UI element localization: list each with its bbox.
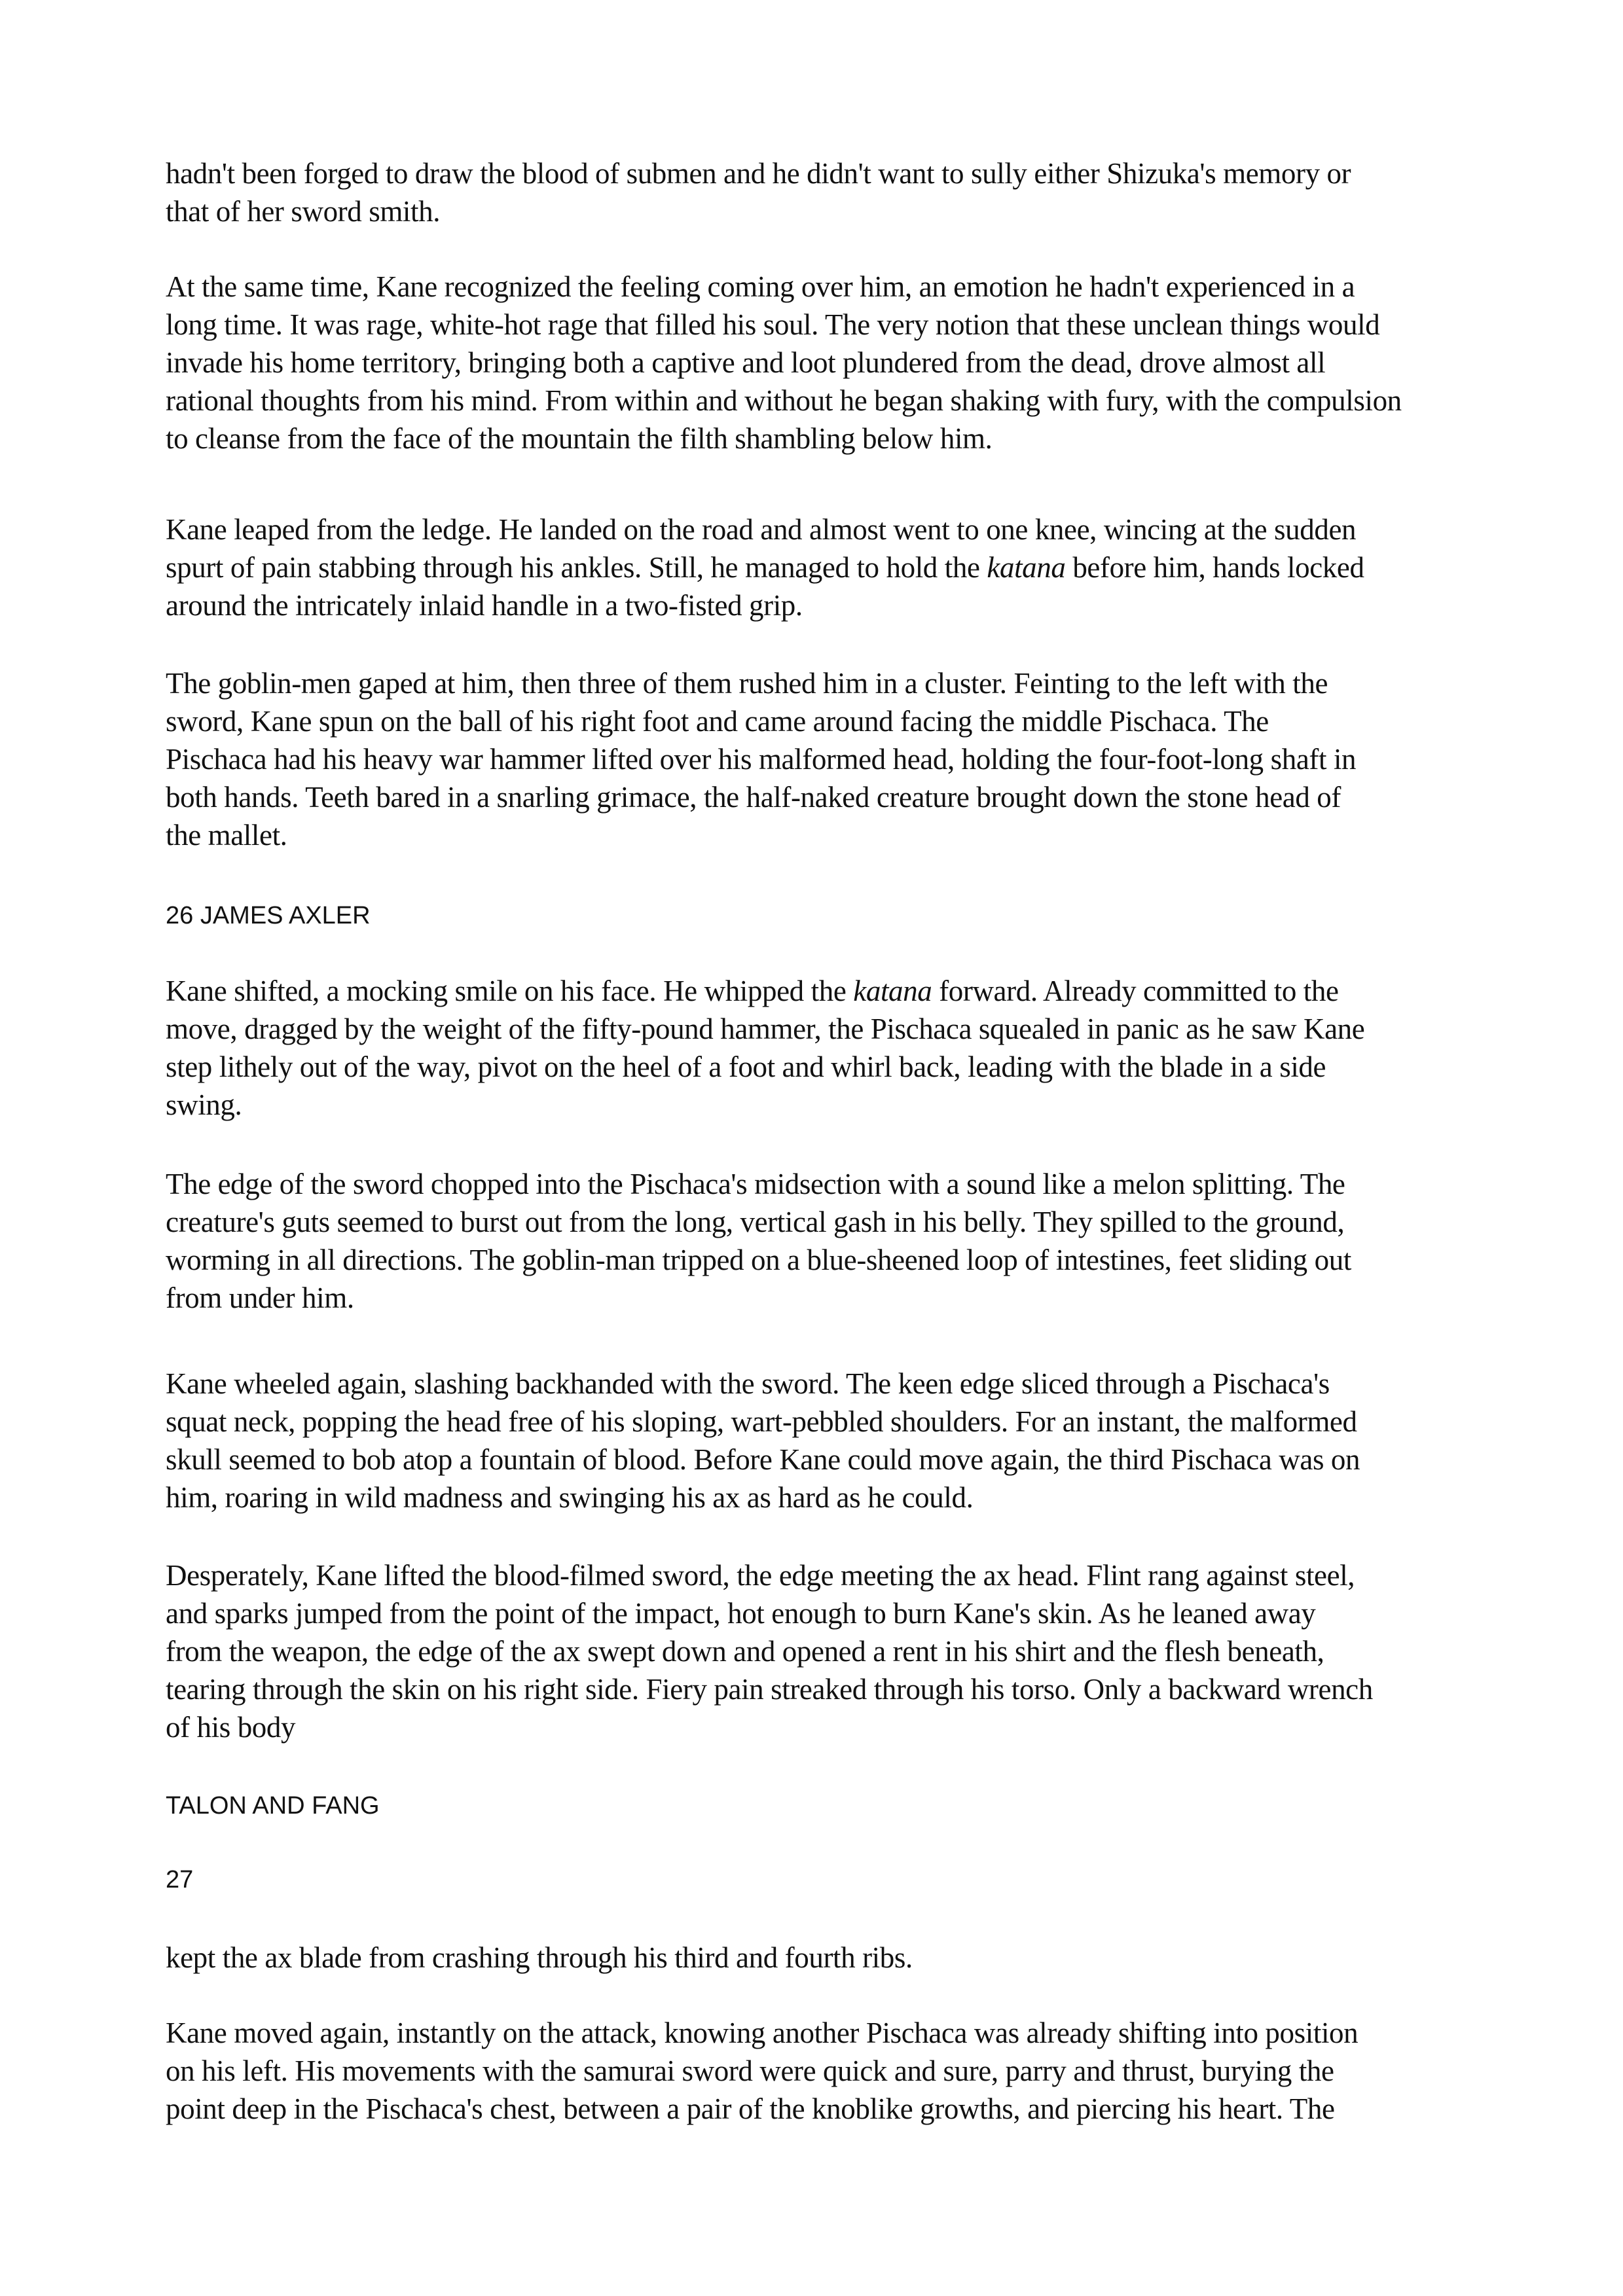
text-line bbox=[166, 2052, 1475, 2090]
paragraph bbox=[166, 664, 1475, 854]
text-run: step lithely out of the way, pivot on the heel of a foot and whirl back, leading with the blade in a side bbox=[166, 1050, 1326, 1083]
text-run: Pischaca had his heavy war hammer lifted over his malformed head, holding the four-foot-long shaft in bbox=[166, 743, 1357, 776]
emphasis-text: katana bbox=[987, 551, 1066, 584]
text-line bbox=[166, 1165, 1475, 1203]
text-line bbox=[166, 192, 1475, 230]
text-run: and sparks jumped from the point of the impact, hot enough to burn Kane's skin. As he leaned away bbox=[166, 1597, 1316, 1630]
text-run: The edge of the sword chopped into the Pischaca's midsection with a sound like a melon splitting. The bbox=[166, 1168, 1345, 1200]
text-line bbox=[166, 1241, 1475, 1279]
text-run: point deep in the Pischaca's chest, between a pair of the knoblike growths, and piercing his heart. The bbox=[166, 2092, 1335, 2125]
text-run: squat neck, popping the head free of his sloping, wart-pebbled shoulders. For an instant, the malformed bbox=[166, 1405, 1357, 1438]
text-line bbox=[166, 420, 1475, 457]
text-line bbox=[166, 1010, 1475, 1048]
text-line bbox=[166, 548, 1475, 586]
text-run: Kane wheeled again, slashing backhanded with the sword. The keen edge sliced through a Pischaca's bbox=[166, 1367, 1330, 1400]
text-line bbox=[166, 306, 1475, 344]
text-run: around the intricately inlaid handle in a two-fisted grip. bbox=[166, 589, 803, 622]
text-run: sword, Kane spun on the ball of his right foot and came around facing the middle Pischaca. The bbox=[166, 705, 1269, 738]
text-run: both hands. Teeth bared in a snarling grimace, the half-naked creature brought down the stone head of bbox=[166, 781, 1341, 814]
text-line bbox=[166, 664, 1475, 702]
text-line bbox=[166, 1441, 1475, 1479]
text-run: Kane leaped from the ledge. He landed on the road and almost went to one knee, wincing at the sudden bbox=[166, 513, 1357, 546]
paragraph bbox=[166, 268, 1475, 457]
text-run: rational thoughts from his mind. From within and without he began shaking with fury, with the compulsion bbox=[166, 384, 1402, 417]
text-line bbox=[166, 1556, 1475, 1594]
text-run: him, roaring in wild madness and swinging his ax as hard as he could. bbox=[166, 1481, 974, 1514]
text-line bbox=[166, 344, 1475, 382]
text-run: hadn't been forged to draw the blood of submen and he didn't want to sully either Shizuka's memory or bbox=[166, 157, 1351, 190]
paragraph bbox=[166, 511, 1475, 624]
text-run: kept the ax blade from crashing through his third and fourth ribs. bbox=[166, 1941, 913, 1974]
paragraph bbox=[166, 1165, 1475, 1317]
text-line bbox=[166, 1479, 1475, 1516]
text-run: that of her sword smith. bbox=[166, 195, 441, 228]
running-header: 26 JAMES AXLER bbox=[166, 902, 371, 929]
text-run: on his left. His movements with the samurai sword were quick and sure, parry and thrust, burying the bbox=[166, 2054, 1334, 2087]
text-run: to cleanse from the face of the mountain the filth shambling below him. bbox=[166, 422, 993, 455]
text-run: skull seemed to bob atop a fountain of blood. Before Kane could move again, the third Pischaca was on bbox=[166, 1443, 1360, 1476]
text-run: of his body bbox=[166, 1711, 296, 1744]
text-run: invade his home territory, bringing both a captive and loot plundered from the dead, drove almost all bbox=[166, 346, 1326, 379]
text-line bbox=[166, 1086, 1475, 1124]
text-line bbox=[166, 1708, 1475, 1746]
paragraph bbox=[166, 1939, 1475, 1977]
text-line bbox=[166, 511, 1475, 548]
text-line bbox=[166, 816, 1475, 854]
text-line bbox=[166, 702, 1475, 740]
text-run: At the same time, Kane recognized the feeling coming over him, an emotion he hadn't experienced in a bbox=[166, 270, 1355, 303]
text-run: Kane moved again, instantly on the attack, knowing another Pischaca was already shifting into position bbox=[166, 2017, 1359, 2049]
text-line bbox=[166, 586, 1475, 624]
text-line bbox=[166, 972, 1475, 1010]
paragraph bbox=[166, 972, 1475, 1124]
paragraph bbox=[166, 1556, 1475, 1746]
text-line bbox=[166, 1279, 1475, 1317]
text-line bbox=[166, 382, 1475, 420]
text-run: before him, hands locked bbox=[1065, 551, 1364, 584]
text-run: The goblin-men gaped at him, then three of them rushed him in a cluster. Feinting to the left with the bbox=[166, 667, 1328, 700]
text-run: from the weapon, the edge of the ax swept down and opened a rent in his shirt and the flesh beneath, bbox=[166, 1635, 1324, 1668]
emphasis-text: katana bbox=[853, 975, 932, 1007]
text-run: the mallet. bbox=[166, 819, 287, 852]
text-line bbox=[166, 1594, 1475, 1632]
text-line bbox=[166, 2090, 1475, 2128]
text-line bbox=[166, 154, 1475, 192]
text-run: long time. It was rage, white-hot rage that filled his soul. The very notion that these unclean things would bbox=[166, 308, 1380, 341]
text-line bbox=[166, 778, 1475, 816]
text-line bbox=[166, 1365, 1475, 1403]
text-line bbox=[166, 740, 1475, 778]
text-run: Desperately, Kane lifted the blood-filmed sword, the edge meeting the ax head. Flint rang against steel, bbox=[166, 1559, 1355, 1592]
text-line bbox=[166, 1203, 1475, 1241]
text-run: spurt of pain stabbing through his ankles. Still, he managed to hold the bbox=[166, 551, 987, 584]
text-run: worming in all directions. The goblin-man tripped on a blue-sheened loop of intestines, feet sliding out bbox=[166, 1244, 1351, 1276]
running-title: TALON AND FANG bbox=[166, 1792, 380, 1820]
paragraph bbox=[166, 154, 1475, 230]
text-run: swing. bbox=[166, 1088, 242, 1121]
text-run: from under him. bbox=[166, 1282, 354, 1314]
text-run: tearing through the skin on his right side. Fiery pain streaked through his torso. Only a backward wrench bbox=[166, 1673, 1373, 1706]
text-line bbox=[166, 1403, 1475, 1441]
text-line bbox=[166, 1048, 1475, 1086]
paragraph bbox=[166, 2014, 1475, 2128]
text-line bbox=[166, 1939, 1475, 1977]
text-run: creature's guts seemed to burst out from the long, vertical gash in his belly. They spilled to the ground, bbox=[166, 1206, 1345, 1238]
text-run: move, dragged by the weight of the fifty-pound hammer, the Pischaca squealed in panic as he saw Kane bbox=[166, 1013, 1365, 1045]
text-line bbox=[166, 268, 1475, 306]
paragraph bbox=[166, 1365, 1475, 1516]
text-line bbox=[166, 1670, 1475, 1708]
text-line bbox=[166, 2014, 1475, 2052]
text-run: forward. Already committed to the bbox=[932, 975, 1339, 1007]
text-run: Kane shifted, a mocking smile on his face. He whipped the bbox=[166, 975, 854, 1007]
page-number: 27 bbox=[166, 1866, 194, 1893]
text-line bbox=[166, 1632, 1475, 1670]
